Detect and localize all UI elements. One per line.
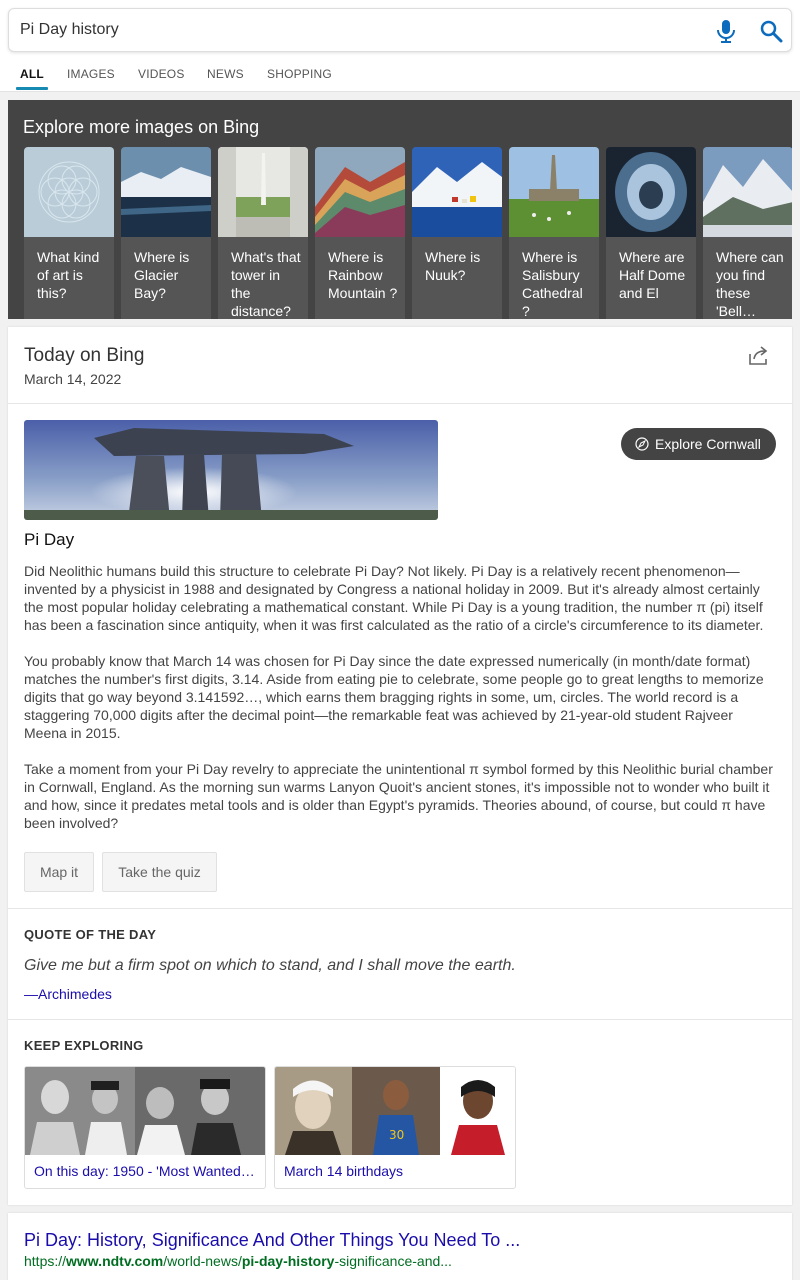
today-on-bing-card xyxy=(8,327,792,1205)
march-14-birthdays-photos xyxy=(275,1067,516,1155)
tile-caption: Where are Half Dome and El xyxy=(619,249,686,301)
explore-image-tile[interactable] xyxy=(606,147,696,319)
share-icon[interactable] xyxy=(748,344,770,366)
compass-icon xyxy=(635,437,649,451)
search-result xyxy=(8,1213,792,1280)
keep-exploring-label: KEEP EXPLORING xyxy=(24,1038,144,1053)
tile-caption: What kind of art is this? xyxy=(37,249,100,301)
today-date: March 14, 2022 xyxy=(24,371,122,387)
tower-image xyxy=(218,147,308,237)
explore-image-tile[interactable] xyxy=(509,147,599,319)
result-url xyxy=(24,1253,452,1269)
svg-text:30: 30 xyxy=(389,1128,405,1142)
tile-caption: Where can you find these 'Bell… xyxy=(716,249,784,319)
tile-caption: What's that tower in the distance? xyxy=(231,249,301,319)
explore-image-tile[interactable] xyxy=(24,147,114,319)
keep-exploring-card[interactable] xyxy=(24,1066,266,1189)
explore-images-strip xyxy=(8,100,792,319)
story-heading: Pi Day xyxy=(24,530,75,549)
explore-image-tile[interactable] xyxy=(315,147,405,319)
today-title: Today on Bing xyxy=(24,345,145,366)
explore-image-tile[interactable] xyxy=(412,147,502,319)
map-it-button[interactable]: Map it xyxy=(24,852,94,892)
divider xyxy=(8,908,792,909)
header xyxy=(0,0,800,92)
tab-videos[interactable]: VIDEOS xyxy=(138,67,185,81)
salisbury-cathedral-image xyxy=(509,147,599,237)
explore-image-tile[interactable] xyxy=(703,147,792,319)
search-box[interactable] xyxy=(8,8,792,52)
half-dome-tunnel-image xyxy=(606,147,696,237)
quote-author-link[interactable]: —Archimedes xyxy=(24,986,112,1002)
tab-shopping[interactable]: SHOPPING xyxy=(267,67,332,81)
glacier-bay-image xyxy=(121,147,211,237)
divider xyxy=(8,1019,792,1020)
tab-news[interactable]: NEWS xyxy=(207,67,244,81)
explore-image-tile[interactable] xyxy=(121,147,211,319)
explore-cornwall-label: Explore Cornwall xyxy=(655,436,761,452)
lanyon-quoit-image[interactable] xyxy=(24,420,438,520)
microphone-icon[interactable] xyxy=(715,19,737,43)
most-wanted-photo xyxy=(25,1067,266,1155)
maroon-bells-image xyxy=(703,147,792,237)
tab-images[interactable]: IMAGES xyxy=(67,67,115,81)
story-paragraph: Take a moment from your Pi Day revelry to appreciate the unintentional π symbol formed by this Neolithic burial chamber in Cornwall, England. As the morning sun warms Lanyon Quoit's ancient stones, it's impossible not to wonder who built it and how, since it predates metal tools and is older than Egypt's pyramids. Theories abound, of course, but could π have been involved? xyxy=(24,761,773,831)
result-title-link[interactable]: Pi Day: History, Significance And Other Things You Need To ... xyxy=(24,1230,521,1250)
explore-cornwall-button[interactable] xyxy=(621,428,776,460)
rainbow-mountain-image xyxy=(315,147,405,237)
tile-caption: Where is Glacier Bay? xyxy=(134,249,190,301)
search-icon[interactable] xyxy=(759,19,783,43)
tile-caption: Where is Rainbow Mountain ? xyxy=(328,249,398,301)
url-highlight: pi-day-history xyxy=(241,1253,335,1269)
search-input[interactable]: Pi Day history xyxy=(20,21,119,38)
tile-caption: Where is Nuuk? xyxy=(425,249,481,283)
url-path: /world-news/ xyxy=(163,1253,242,1269)
keep-exploring-card-label: On this day: 1950 - 'Most Wanted… xyxy=(34,1163,255,1179)
take-quiz-button[interactable]: Take the quiz xyxy=(102,852,217,892)
quote-text: Give me but a firm spot on which to stand, and I shall move the earth. xyxy=(24,957,516,974)
url-suffix: -significance-and... xyxy=(334,1253,452,1269)
url-prefix: https:// xyxy=(24,1253,67,1269)
explore-images-title: Explore more images on Bing xyxy=(23,117,260,137)
quote-of-day-label: QUOTE OF THE DAY xyxy=(24,927,157,942)
nuuk-image xyxy=(412,147,502,237)
divider xyxy=(8,403,792,404)
explore-image-tile[interactable] xyxy=(218,147,308,319)
story-paragraph: You probably know that March 14 was chosen for Pi Day since the date expressed numerically (in month/date format) matches the number's first digits, 3.14. Aside from eating pie to celebrate, some people go to great lengths to memorize digits that go way beyond 3.141592…, which earns them bragging rights in some, um, circles. The world record is a staggering 70,000 digits after the decimal point—the remarkable feat was achieved by 21-year-old student Rajveer Meena in 2015. xyxy=(24,653,764,741)
art-pattern-image xyxy=(24,147,114,237)
keep-exploring-card-label: March 14 birthdays xyxy=(284,1163,404,1179)
search-tabs xyxy=(0,60,800,92)
active-tab-indicator xyxy=(16,87,48,90)
story-paragraph: Did Neolithic humans build this structure to celebrate Pi Day? Not likely. Pi Day is a relatively recent phenomenon—invented by a physicist in 1988 and designated by Congress a national holiday in 2009. But it's already almost certainly the most popular holiday celebrating a mathematical constant. While Pi Day is a young tradition, the number π (pi) itself has been a fascination since antiquity, when it was first calculated as the ratio of a circle's circumference to its diameter. xyxy=(24,563,764,633)
url-domain: www.ndtv.com xyxy=(66,1253,164,1269)
keep-exploring-card[interactable] xyxy=(274,1066,516,1189)
tile-caption: Where is Salisbury Cathedral ? xyxy=(522,249,583,319)
tab-all[interactable]: ALL xyxy=(20,67,44,81)
